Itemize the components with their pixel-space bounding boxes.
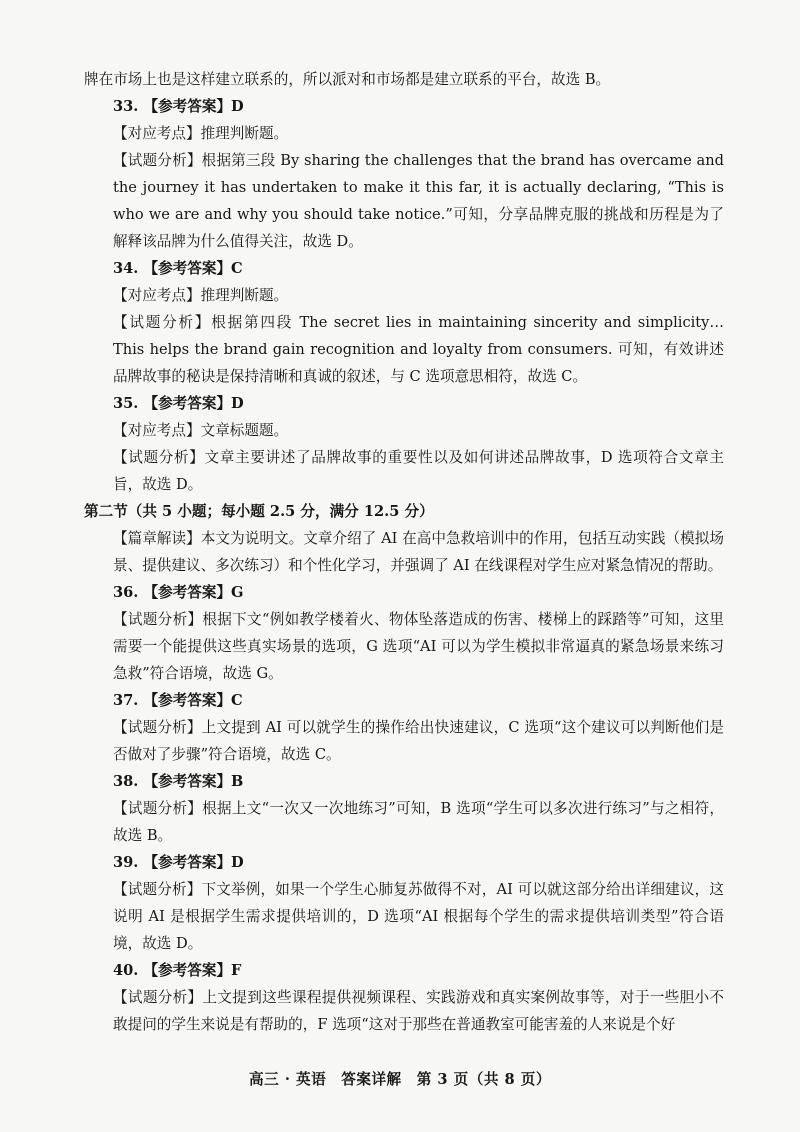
section-title: 第二节（共 5 小题；每小题 2.5 分，满分 12.5 分） [84, 503, 434, 520]
exam-point: 【对应考点】推理判断题。 [113, 287, 289, 304]
question-analysis: 【试题分析】根据下文“例如教学楼着火、物体坠落造成的伤害、楼梯上的踩踏等”可知，这里需要一个能提供这些真实场景的选项，G 选项“AI 可以为学生模拟非常逼真的紧急场景来练习急救”符合语境，故选 G。 [113, 611, 724, 682]
answer-heading: 36. 【参考答案】G [113, 584, 244, 601]
exam-point: 【对应考点】文章标题题。 [113, 422, 289, 439]
exam-point: 【对应考点】推理判断题。 [113, 125, 289, 142]
question-analysis: 【试题分析】文章主要讲述了品牌故事的重要性以及如何讲述品牌故事，D 选项符合文章主旨，故选 D。 [113, 449, 724, 493]
question-analysis: 【试题分析】下文举例，如果一个学生心肺复苏做得不对，AI 可以就这部分给出详细建议，这说明 AI 是根据学生需求提供培训的，D 选项“AI 根据每个学生的需求提供培训类型”符合语境，故选 D。 [113, 881, 724, 952]
answer-heading: 40. 【参考答案】F [113, 962, 242, 979]
page-footer: 高三 · 英语 答案详解 第 3 页（共 8 页） [249, 1071, 551, 1088]
answer-heading: 39. 【参考答案】D [113, 854, 244, 871]
answer-heading: 37. 【参考答案】C [113, 692, 243, 709]
question-analysis: 【试题分析】根据第三段 By sharing the challenges that the brand has overcame and the journey it has undertaken to make it this far, it is actually declaring, “This is who we are and why you should take notice.”可知，分享品牌克服的挑战和历程是为了解释该品牌为什么值得关注，故选 D。 [113, 152, 724, 250]
answer-explanations [84, 66, 724, 1038]
answer-heading: 34. 【参考答案】C [113, 260, 243, 277]
question-analysis: 【试题分析】根据上文“一次又一次地练习”可知，B 选项“学生可以多次进行练习”与之相符，故选 B。 [113, 800, 724, 844]
question-analysis: 【试题分析】上文提到 AI 可以就学生的操作给出快速建议，C 选项“这个建议可以判断他们是否做对了步骤”符合语境，故选 C。 [113, 719, 724, 763]
answer-heading: 33. 【参考答案】D [113, 98, 244, 115]
answer-heading: 35. 【参考答案】D [113, 395, 244, 412]
answer-heading: 38. 【参考答案】B [113, 773, 244, 790]
paragraph: 牌在市场上也是这样建立联系的，所以派对和市场都是建立联系的平台，故选 B。 [84, 71, 611, 88]
question-analysis: 【试题分析】根据第四段 The secret lies in maintaining sincerity and simplicity… This helps the brand gain recognition and loyalty from consumers. 可知，有效讲述品牌故事的秘诀是保持清晰和真诚的叙述，与 C 选项意思相符，故选 C。 [113, 314, 724, 385]
passage-summary: 【篇章解读】本文为说明文。文章介绍了 AI 在高中急救培训中的作用，包括互动实践（模拟场景、提供建议、多次练习）和个性化学习，并强调了 AI 在线课程对学生应对紧急情况的帮助。 [113, 530, 724, 574]
question-analysis: 【试题分析】上文提到这些课程提供视频课程、实践游戏和真实案例故事等，对于一些胆小不敢提问的学生来说是有帮助的，F 选项“这对于那些在普通教室可能害羞的人来说是个好 [113, 989, 724, 1033]
